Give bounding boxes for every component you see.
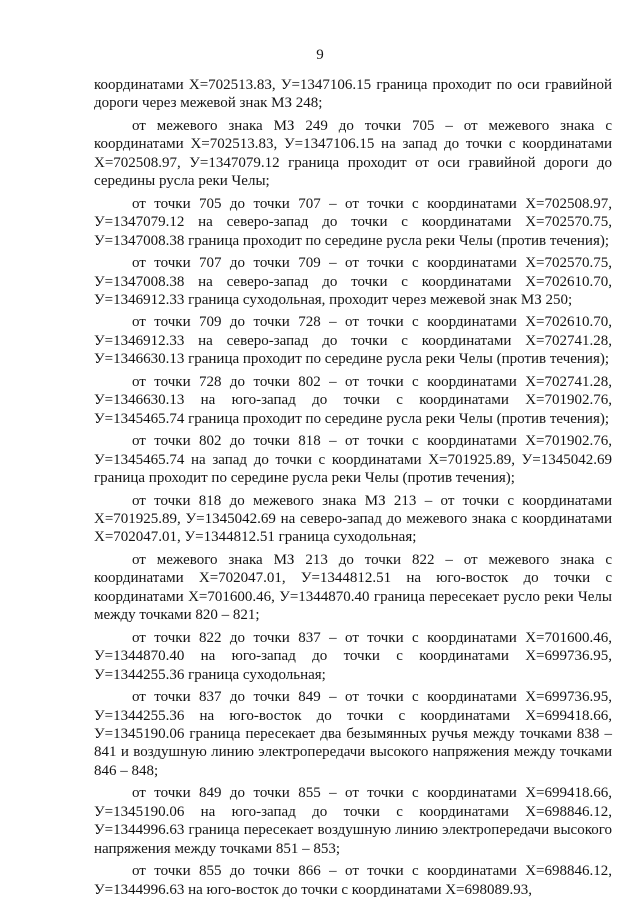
paragraph: от точки 818 до межевого знака МЗ 213 – от точки с координатами X=701925.89, У=1345042.69 на северо-запад до межевого знака с координатами X=702047.01, У=1344812.51 граница суходольная;: [94, 492, 612, 546]
document-body: [94, 76, 612, 903]
paragraph-continuation: координатами X=702513.83, У=1347106.15 граница проходит по оси гравийной дороги через межевой знак МЗ 248;: [94, 77, 612, 112]
paragraph: от точки 837 до точки 849 – от точки с координатами X=699736.95, У=1344255.36 на юго-восток до точки с координатами X=699418.66, У=1345190.06 граница пересекает два безымянных ручья между точками 838 – 841 и воздушную линию электропередачи высокого напряжения между точками 846 – 848;: [94, 689, 612, 779]
paragraph: от межевого знака МЗ 249 до точки 705 – от межевого знака с координатами X=702513.83, У=1347106.15 на запад до точки с координатами X=702508.97, У=1347079.12 граница проходит от оси гравийной дороги до середины русла реки Челы;: [94, 117, 612, 190]
paragraph: от точки 802 до точки 818 – от точки с координатами X=701902.76, У=1345465.74 на запад до точки с координатами X=701925.89, У=1345042.69 граница проходит по середине русла реки Челы (против течения);: [94, 433, 612, 487]
paragraph: от точки 855 до точки 866 – от точки с координатами X=698846.12, У=1344996.63 на юго-восток до точки с координатами X=698089.93,: [94, 863, 612, 898]
paragraph: от точки 849 до точки 855 – от точки с координатами X=699418.66, У=1345190.06 на юго-запад до точки с координатами X=698846.12, У=1344996.63 граница пересекает воздушную линию электропередачи высокого напряжения между точками 851 – 853;: [94, 785, 612, 857]
page-number: 9: [316, 47, 324, 63]
paragraph: от точки 705 до точки 707 – от точки с координатами X=702508.97, У=1347079.12 на северо-запад до точки с координатами X=702570.75, У=1347008.38 граница проходит по середине русла реки Челы (против течения);: [94, 195, 612, 249]
paragraph: от межевого знака МЗ 213 до точки 822 – от межевого знака с координатами X=702047.01, У=1344812.51 на юго-восток до точки с координатами X=701600.46, У=1344870.40 граница пересекает русло реки Челы между точками 820 – 821;: [94, 551, 612, 624]
paragraph: от точки 707 до точки 709 – от точки с координатами X=702570.75, У=1347008.38 на северо-запад до точки с координатами X=702610.70, У=1346912.33 граница суходольная, проходит через межевой знак МЗ 250;: [94, 255, 612, 308]
paragraph: от точки 728 до точки 802 – от точки с координатами X=702741.28, У=1346630.13 на юго-запад до точки с координатами X=701902.76, У=1345465.74 граница проходит по середине русла реки Челы (против течения);: [94, 373, 612, 427]
paragraph: от точки 822 до точки 837 – от точки с координатами X=701600.46, У=1344870.40 на юго-запад до точки с координатами X=699736.95, У=1344255.36 граница суходольная;: [94, 629, 612, 683]
paragraph: от точки 709 до точки 728 – от точки с координатами X=702610.70, У=1346912.33 на северо-запад до точки с координатами X=702741.28, У=1346630.13 граница проходит по середине русла реки Челы (против течения);: [94, 314, 612, 368]
